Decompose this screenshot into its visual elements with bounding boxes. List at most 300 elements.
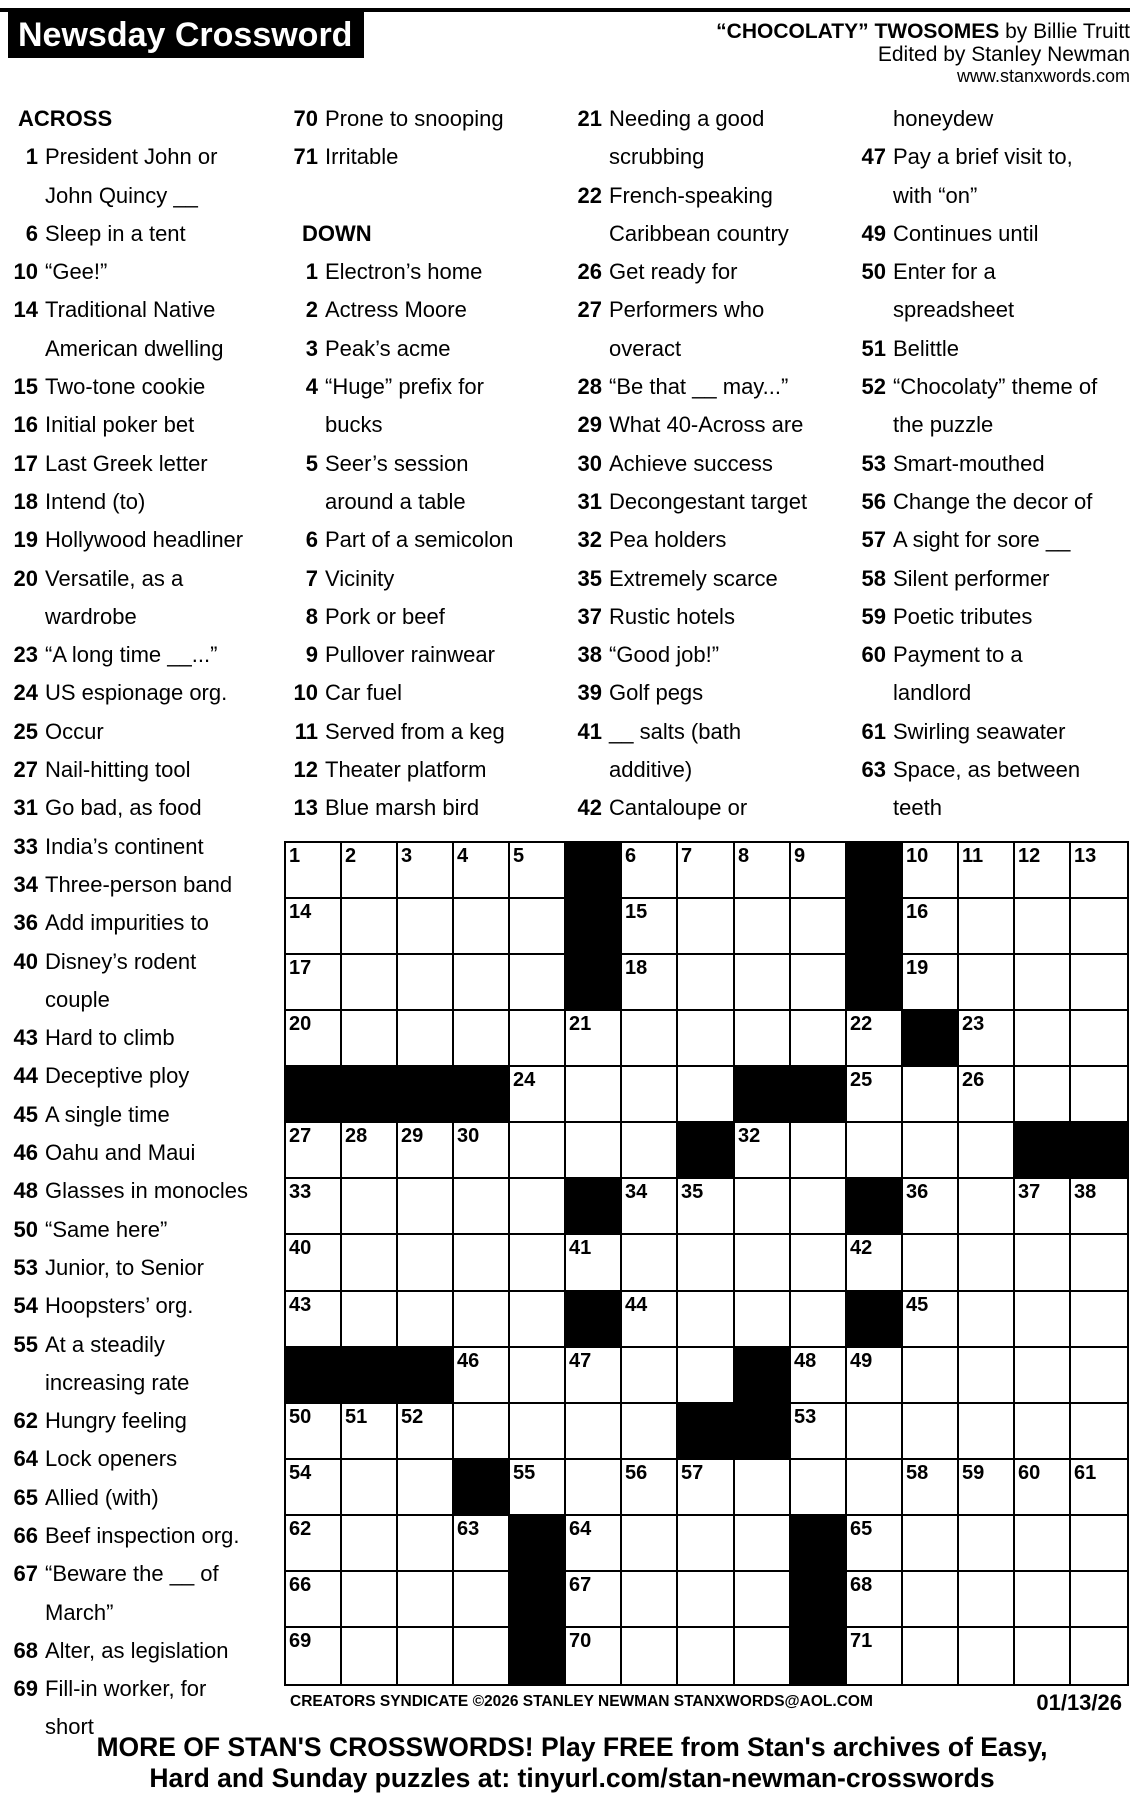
clue-number: 56 <box>861 488 886 514</box>
clue-number: 31 <box>13 795 38 821</box>
grid-cell[interactable] <box>959 1067 1015 1123</box>
grid-cell[interactable] <box>286 955 342 1011</box>
cell-number: 3 <box>401 845 413 867</box>
grid-cell[interactable] <box>959 899 1015 955</box>
clue-number: 70 <box>293 106 318 131</box>
grid-cell[interactable] <box>959 955 1015 1011</box>
clue <box>8 291 248 329</box>
grid-cell[interactable] <box>566 1628 622 1684</box>
grid-cell[interactable] <box>1071 1460 1127 1516</box>
clue <box>858 598 1097 636</box>
grid-cell[interactable] <box>566 1516 622 1572</box>
grid-cell[interactable] <box>735 1235 791 1292</box>
grid-cell[interactable] <box>1071 1235 1127 1292</box>
cell-number: 24 <box>513 1069 536 1091</box>
grid-cell[interactable] <box>735 899 791 955</box>
grid-cell[interactable] <box>622 1628 678 1684</box>
grid-cell[interactable] <box>622 1292 678 1348</box>
grid-cell[interactable] <box>510 1348 566 1404</box>
clue <box>858 560 1097 598</box>
clue-text: Hollywood headliner <box>45 527 244 553</box>
grid-cell[interactable] <box>286 1460 342 1516</box>
grid-cell[interactable] <box>1071 1516 1127 1572</box>
grid-cell[interactable] <box>454 843 510 899</box>
cell-number: 70 <box>569 1630 592 1652</box>
grid-cell[interactable] <box>454 955 510 1011</box>
grid-cell[interactable] <box>959 1348 1015 1404</box>
promo-banner <box>0 1732 1144 1794</box>
clue <box>8 1326 248 1364</box>
grid-cell[interactable] <box>398 1123 454 1179</box>
grid-cell[interactable] <box>1015 1628 1071 1684</box>
clue-number: 50 <box>13 1216 38 1242</box>
grid-cell[interactable] <box>510 1011 566 1067</box>
clue-text: Pork or beef <box>325 603 445 629</box>
grid-cell[interactable] <box>1071 1067 1127 1123</box>
grid-cell[interactable] <box>398 1011 454 1067</box>
grid-cell[interactable] <box>791 1123 847 1179</box>
clue <box>290 368 513 406</box>
clue <box>858 636 1097 674</box>
grid-cell[interactable] <box>510 1404 566 1460</box>
byline-title-line <box>716 20 1130 43</box>
grid-cell[interactable] <box>622 1235 678 1292</box>
grid-cell[interactable] <box>566 1572 622 1628</box>
grid-cell[interactable] <box>398 1404 454 1460</box>
grid-cell[interactable] <box>510 1235 566 1292</box>
grid-cell[interactable] <box>903 899 959 955</box>
grid-cell[interactable] <box>454 1292 510 1348</box>
grid-cell[interactable] <box>1071 955 1127 1011</box>
grid-cell[interactable] <box>959 1404 1015 1460</box>
grid-cell[interactable] <box>1015 1460 1071 1516</box>
grid-cell[interactable] <box>286 1292 342 1348</box>
cell-number: 12 <box>1018 845 1041 867</box>
clue-text: Decongestant target <box>609 488 808 514</box>
grid-cell[interactable] <box>678 1067 735 1123</box>
black-square <box>510 1628 566 1684</box>
clue-text: Pea holders <box>609 527 727 553</box>
grid-cell[interactable] <box>959 1460 1015 1516</box>
grid-cell[interactable] <box>510 1179 566 1235</box>
clue-number: 32 <box>577 527 602 553</box>
grid-cell[interactable] <box>735 1292 791 1348</box>
cell-number: 48 <box>794 1350 817 1372</box>
grid-cell[interactable] <box>1071 1179 1127 1235</box>
cell-number: 18 <box>625 957 648 979</box>
grid-cell[interactable] <box>791 843 847 899</box>
grid-cell[interactable] <box>622 1067 678 1123</box>
grid-cell[interactable] <box>622 1460 678 1516</box>
cell-number: 58 <box>906 1462 929 1484</box>
grid-cell[interactable] <box>286 1235 342 1292</box>
grid-cell[interactable] <box>903 1179 959 1235</box>
grid-cell[interactable] <box>1015 1067 1071 1123</box>
clue-text: Payment to a <box>893 642 1023 668</box>
clue <box>8 1096 248 1134</box>
clue-number: 51 <box>861 335 886 361</box>
grid-cell[interactable] <box>735 1572 791 1628</box>
clue <box>574 406 807 444</box>
cell-number: 26 <box>962 1069 985 1091</box>
clue-number: 6 <box>305 527 318 553</box>
grid-cell[interactable] <box>1071 1011 1127 1067</box>
grid-cell[interactable] <box>903 1123 959 1179</box>
clue-number: 6 <box>25 220 38 246</box>
grid-cell[interactable] <box>566 1123 622 1179</box>
black-square <box>286 1348 342 1404</box>
grid-cell[interactable] <box>1015 899 1071 955</box>
grid-cell[interactable] <box>959 1123 1015 1179</box>
clue-text: Fill-in worker, for <box>45 1676 207 1702</box>
crossword-grid[interactable] <box>284 841 1129 1686</box>
clue-number: 1 <box>305 259 318 285</box>
cell-number: 11 <box>962 845 984 867</box>
clue-number: 27 <box>13 757 38 783</box>
grid-cell[interactable] <box>510 843 566 899</box>
grid-cell[interactable] <box>342 1516 398 1572</box>
clue <box>290 291 513 329</box>
grid-cell[interactable] <box>454 1235 510 1292</box>
clue-text: Nail-hitting tool <box>45 757 191 783</box>
grid-cell[interactable] <box>735 1460 791 1516</box>
clue <box>574 789 807 827</box>
grid-cell[interactable] <box>342 1235 398 1292</box>
grid-cell[interactable] <box>903 1628 959 1684</box>
grid-cell[interactable] <box>903 1348 959 1404</box>
grid-cell[interactable] <box>903 1067 959 1123</box>
grid-cell[interactable] <box>454 1404 510 1460</box>
grid-cell[interactable] <box>1015 1179 1071 1235</box>
clue-continuation <box>8 330 248 368</box>
grid-cell[interactable] <box>735 955 791 1011</box>
cell-number: 5 <box>513 845 525 867</box>
grid-cell[interactable] <box>342 1572 398 1628</box>
grid-cell[interactable] <box>735 843 791 899</box>
grid-cell[interactable] <box>959 1572 1015 1628</box>
grid-cell[interactable] <box>1071 1572 1127 1628</box>
grid-cell[interactable] <box>1015 1235 1071 1292</box>
grid-cell[interactable] <box>847 1516 903 1572</box>
cell-number: 41 <box>569 1237 592 1259</box>
grid-cell[interactable] <box>847 1235 903 1292</box>
clue <box>858 713 1097 751</box>
grid-cell[interactable] <box>678 1235 735 1292</box>
grid-cell[interactable] <box>622 1572 678 1628</box>
grid-cell[interactable] <box>286 1011 342 1067</box>
grid-cell[interactable] <box>903 1516 959 1572</box>
clue-text: Swirling seawater <box>893 718 1066 744</box>
grid-cell[interactable] <box>903 1404 959 1460</box>
grid-cell[interactable] <box>454 899 510 955</box>
grid-cell[interactable] <box>903 843 959 899</box>
grid-cell[interactable] <box>847 1348 903 1404</box>
grid-cell[interactable] <box>791 1460 847 1516</box>
clue-text: American dwelling <box>45 335 224 361</box>
clue-text: couple <box>45 986 110 1012</box>
clue <box>8 1211 248 1249</box>
grid-cell[interactable] <box>510 1067 566 1123</box>
clue-continuation <box>290 483 513 521</box>
grid-cell[interactable] <box>286 1516 342 1572</box>
grid-cell[interactable] <box>342 1123 398 1179</box>
cell-number: 35 <box>681 1181 704 1203</box>
grid-cell[interactable] <box>622 1348 678 1404</box>
clue-continuation <box>858 100 1097 138</box>
grid-cell[interactable] <box>510 1123 566 1179</box>
cell-number: 50 <box>289 1406 312 1428</box>
grid-cell[interactable] <box>286 1628 342 1684</box>
clue-number: 47 <box>861 144 886 170</box>
cell-number: 53 <box>794 1406 817 1428</box>
grid-cell[interactable] <box>398 899 454 955</box>
grid-cell[interactable] <box>1015 1348 1071 1404</box>
clue-text: “Beware the __ of <box>45 1561 219 1587</box>
clue <box>290 636 513 674</box>
clue <box>8 253 248 291</box>
grid-cell[interactable] <box>398 1460 454 1516</box>
clue-number: 1 <box>25 144 38 170</box>
grid-cell[interactable] <box>1071 1404 1127 1460</box>
grid-cell[interactable] <box>1071 1628 1127 1684</box>
black-square <box>847 955 903 1011</box>
grid-cell[interactable] <box>847 1123 903 1179</box>
grid-cell[interactable] <box>454 1011 510 1067</box>
grid-cell[interactable] <box>1015 1572 1071 1628</box>
grid-cell[interactable] <box>398 955 454 1011</box>
grid-cell[interactable] <box>678 1179 735 1235</box>
grid-cell[interactable] <box>622 1123 678 1179</box>
clue-text: __ salts (bath <box>609 718 742 744</box>
grid-cell[interactable] <box>678 1628 735 1684</box>
cell-number: 57 <box>681 1462 704 1484</box>
promo-line-2: Hard and Sunday puzzles at: tinyurl.com/stan-newman-crosswords <box>149 1763 995 1793</box>
black-square <box>398 1348 454 1404</box>
grid-cell[interactable] <box>847 1011 903 1067</box>
grid-cell[interactable] <box>342 1011 398 1067</box>
cell-number: 6 <box>625 845 637 867</box>
grid-cell[interactable] <box>1071 1348 1127 1404</box>
grid-cell[interactable] <box>286 843 342 899</box>
grid-cell[interactable] <box>678 955 735 1011</box>
grid-cell[interactable] <box>791 1179 847 1235</box>
grid-cell[interactable] <box>735 1628 791 1684</box>
grid-cell[interactable] <box>791 1404 847 1460</box>
website-link[interactable]: www.stanxwords.com <box>956 66 1130 86</box>
black-square <box>510 1572 566 1628</box>
grid-cell[interactable] <box>903 955 959 1011</box>
grid-cell[interactable] <box>398 1235 454 1292</box>
clue-number: 45 <box>13 1101 38 1127</box>
grid-cell[interactable] <box>342 1460 398 1516</box>
grid-cell[interactable] <box>791 1235 847 1292</box>
clue-number: 60 <box>861 642 886 668</box>
grid-cell[interactable] <box>735 1011 791 1067</box>
grid-cell[interactable] <box>454 1516 510 1572</box>
grid-cell[interactable] <box>510 1292 566 1348</box>
grid-cell[interactable] <box>342 843 398 899</box>
cell-number: 63 <box>457 1518 480 1540</box>
grid-cell[interactable] <box>1015 843 1071 899</box>
grid-cell[interactable] <box>1015 955 1071 1011</box>
grid-cell[interactable] <box>398 1179 454 1235</box>
grid-cell[interactable] <box>342 1404 398 1460</box>
clue-text: honeydew <box>893 106 994 131</box>
grid-cell[interactable] <box>678 843 735 899</box>
grid-cell[interactable] <box>959 1516 1015 1572</box>
grid-cell[interactable] <box>622 1404 678 1460</box>
grid-cell[interactable] <box>1071 899 1127 955</box>
grid-cell[interactable] <box>622 899 678 955</box>
cell-number: 56 <box>625 1462 648 1484</box>
grid-cell[interactable] <box>286 1123 342 1179</box>
grid-cell[interactable] <box>959 1179 1015 1235</box>
grid-cell[interactable] <box>510 1460 566 1516</box>
grid-cell[interactable] <box>1015 1292 1071 1348</box>
grid-cell[interactable] <box>286 1404 342 1460</box>
clue-text: Oahu and Maui <box>45 1140 196 1166</box>
clue <box>8 789 248 827</box>
grid-cell[interactable] <box>622 955 678 1011</box>
clue <box>8 368 248 406</box>
grid-cell[interactable] <box>678 1572 735 1628</box>
grid-cell[interactable] <box>454 1123 510 1179</box>
grid-cell[interactable] <box>903 1292 959 1348</box>
cell-number: 28 <box>345 1125 368 1147</box>
clue-continuation <box>290 406 513 444</box>
grid-cell[interactable] <box>342 1628 398 1684</box>
grid-cell[interactable] <box>454 1348 510 1404</box>
grid-cell[interactable] <box>678 899 735 955</box>
black-square <box>566 955 622 1011</box>
grid-cell[interactable] <box>510 955 566 1011</box>
grid-cell[interactable] <box>342 1179 398 1235</box>
grid-cell[interactable] <box>735 1516 791 1572</box>
grid-cell[interactable] <box>1071 843 1127 899</box>
grid-cell[interactable] <box>454 1572 510 1628</box>
grid-cell[interactable] <box>622 843 678 899</box>
grid-cell[interactable] <box>735 1123 791 1179</box>
clue-continuation <box>8 981 248 1019</box>
grid-cell[interactable] <box>791 1011 847 1067</box>
grid-cell[interactable] <box>566 1348 622 1404</box>
cell-number: 61 <box>1074 1462 1097 1484</box>
grid-cell[interactable] <box>566 1460 622 1516</box>
grid-cell[interactable] <box>342 899 398 955</box>
cell-number: 33 <box>289 1181 312 1203</box>
clue-number: 59 <box>861 603 886 629</box>
grid-cell[interactable] <box>286 1572 342 1628</box>
clue <box>8 751 248 789</box>
grid-cell[interactable] <box>566 1067 622 1123</box>
grid-cell[interactable] <box>398 1628 454 1684</box>
grid-cell[interactable] <box>959 1292 1015 1348</box>
clue-number: 12 <box>293 757 318 783</box>
grid-cell[interactable] <box>959 843 1015 899</box>
clue-text: Deceptive ploy <box>45 1063 190 1089</box>
grid-cell[interactable] <box>847 1404 903 1460</box>
cell-number: 29 <box>401 1125 424 1147</box>
grid-cell[interactable] <box>678 1516 735 1572</box>
clue-text: “Be that __ may...” <box>609 374 789 400</box>
clue-text: What 40-Across are <box>609 412 804 438</box>
grid-cell[interactable] <box>959 1011 1015 1067</box>
promo-line-1: MORE OF STAN'S CROSSWORDS! Play FREE from Stan's archives of Easy, <box>96 1732 1048 1762</box>
grid-cell[interactable] <box>398 843 454 899</box>
grid-cell[interactable] <box>903 1572 959 1628</box>
grid-cell[interactable] <box>959 1235 1015 1292</box>
grid-cell[interactable] <box>622 1011 678 1067</box>
grid-cell[interactable] <box>286 899 342 955</box>
clue-text: around a table <box>325 488 466 514</box>
grid-cell[interactable] <box>678 1011 735 1067</box>
grid-cell[interactable] <box>791 1348 847 1404</box>
cell-number: 66 <box>289 1574 312 1596</box>
grid-cell[interactable] <box>847 1460 903 1516</box>
grid-cell[interactable] <box>1015 1404 1071 1460</box>
grid-cell[interactable] <box>847 1067 903 1123</box>
grid-cell[interactable] <box>398 1516 454 1572</box>
clue-column-1 <box>8 100 248 1747</box>
grid-cell[interactable] <box>622 1179 678 1235</box>
grid-cell[interactable] <box>791 899 847 955</box>
grid-cell[interactable] <box>398 1292 454 1348</box>
grid-cell[interactable] <box>735 1179 791 1235</box>
grid-cell[interactable] <box>566 1235 622 1292</box>
grid-cell[interactable] <box>903 1460 959 1516</box>
clue-number: 62 <box>13 1408 38 1434</box>
clue-number: 13 <box>293 795 318 821</box>
grid-cell[interactable] <box>903 1235 959 1292</box>
grid-cell[interactable] <box>791 1292 847 1348</box>
grid-cell[interactable] <box>678 1460 735 1516</box>
clue-number: 8 <box>305 603 318 629</box>
grid-cell[interactable] <box>398 1572 454 1628</box>
clue-text: Continues until <box>893 220 1039 246</box>
grid-cell[interactable] <box>847 1628 903 1684</box>
black-square <box>791 1516 847 1572</box>
grid-cell[interactable] <box>342 1292 398 1348</box>
grid-cell[interactable] <box>1071 1292 1127 1348</box>
grid-cell[interactable] <box>678 1348 735 1404</box>
clue-number: 61 <box>861 718 886 744</box>
grid-cell[interactable] <box>622 1516 678 1572</box>
grid-cell[interactable] <box>847 1572 903 1628</box>
grid-cell[interactable] <box>566 1011 622 1067</box>
cell-number: 34 <box>625 1181 648 1203</box>
grid-cell[interactable] <box>454 1628 510 1684</box>
grid-cell[interactable] <box>510 899 566 955</box>
grid-cell[interactable] <box>286 1179 342 1235</box>
grid-cell[interactable] <box>1015 1011 1071 1067</box>
grid-cell[interactable] <box>678 1292 735 1348</box>
clue-text: Go bad, as food <box>45 795 202 821</box>
clue-text: Intend (to) <box>45 488 146 514</box>
grid-cell[interactable] <box>454 1179 510 1235</box>
grid-cell[interactable] <box>959 1628 1015 1684</box>
grid-cell[interactable] <box>342 955 398 1011</box>
grid-cell[interactable] <box>1015 1516 1071 1572</box>
clue <box>574 598 807 636</box>
grid-cell[interactable] <box>566 1404 622 1460</box>
clue-text: overact <box>609 335 682 361</box>
clue-text: additive) <box>609 757 693 783</box>
clue-text: Silent performer <box>893 565 1050 591</box>
grid-cell[interactable] <box>791 955 847 1011</box>
copyright-credit: CREATORS SYNDICATE ©2026 STANLEY NEWMAN STANXWORDS@AOL.COM <box>290 1693 873 1710</box>
cell-number: 13 <box>1074 845 1097 867</box>
clue-text: Hungry feeling <box>45 1408 187 1434</box>
